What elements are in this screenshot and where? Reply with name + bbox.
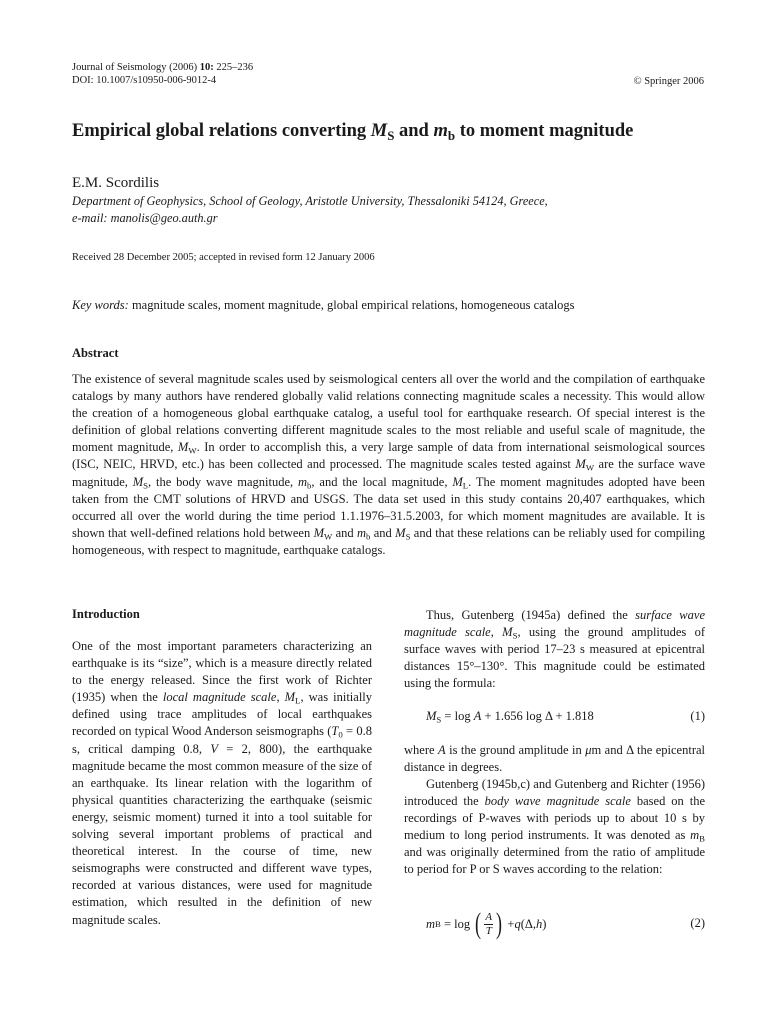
author-affiliation (72, 193, 702, 227)
equation-2 (404, 902, 705, 946)
author-name: E.M. Scordilis (72, 175, 160, 191)
affiliation-line: Department of Geophysics, School of Geology, Aristotle University, Thessaloniki 54124, Greece, (72, 194, 548, 208)
keywords-list: magnitude scales, moment magnitude, global empirical relations, homogeneous catalogs (131, 298, 575, 312)
abstract-heading: Abstract (72, 346, 119, 360)
introduction-left-paragraph: One of the most important parameters characterizing an earthquake is its “size”, which is a measure directly related to the energy released. Since the first work of Richter (1935) when the local magnitude scale, $M_L$, was initially defined using trace amplitudes of local earthquakes recorded on typical Wood Anderson seismographs ($T_0 = 0.8$ s, critical damping 0.8, V = 2, 800), the earthquake magnitude became the most common measure of the size of an earthquake. Its linear relation with the logarithm of physical quantities characterizing the earthquake (seismic energy, seismic moment) turned it into a tool suitable for solving several important problems of practical and theoretical interest. In the course of time, new seismographs were constructed and different wave types, recorded at various distances, were used for magnitude estimation, which resulted in the definition of new magnitude scales. (72, 639, 373, 927)
received-dates: Received 28 December 2005; accepted in revised form 12 January 2006 (72, 252, 375, 263)
equation-1-expression: $M_S = \log A + 1.656$ log Δ + 1.818 (426, 709, 594, 725)
equation-2-expression: m B = log ( $\frac{A}{T}$ ) + q (Δ, h ) (426, 907, 547, 940)
journal-header (72, 61, 492, 87)
introduction-right-paragraph-3: Gutenberg (1945b,c) and Gutenberg and Richter (1956) introduced the body wave magnitude scale based on the recordings of P-waves with periods up to about 10 s by medium to long period instruments. It was denoted as $m_B$ and was originally determined from the ratio of amplitude to period for P or S waves according to the relation: (404, 777, 706, 877)
doi-line: DOI: 10.1007/s10950-006-9012-4 (72, 75, 217, 86)
keywords (72, 297, 702, 313)
abstract-text: The existence of several magnitude scales used by seismological centers all over the world and the compilation of earthquake catalogs by many authors have rendered globally valid relations connecting magnitude scales a necessity. This would allow the creation of a homogeneous global earthquake catalog, a useful tool for earthquake research. Of special interest is the definition of global relations converting different magnitude scales to the most reliable and useful scale of magnitude, the moment magnitude, $M_W$. In order to accomplish this, a very large sample of data from international seismological sources (ISC, NEIC, HRVD, etc.) has been collected and processed. The magnitude scales tested against $M_W$ are the surface wave magnitude, $M_S$, the body wave magnitude, $m_b$, and the local magnitude, $M_L$. The moment magnitudes adopted have been taken from the CMT solutions of HRVD and USGS. The data set used in this study contains 20,407 earthquakes, which occurred all over the world during the time period 1.1.1976–31.5.2003, for which moment magnitudes are available. It is shown that well-defined relations hold between $M_W$ and $m_b$ and $M_S$ and that these relations can be reliably used for compiling homogeneous, with respect to magnitude, earthquake catalogs. (72, 372, 705, 557)
introduction-heading: Introduction (72, 607, 140, 621)
equation-2-number: (2) (690, 916, 705, 930)
paper-title: Empirical global relations converting $M_S$ and $m_b$ to moment magnitude (72, 121, 634, 143)
equation-1-number: (1) (690, 709, 705, 723)
introduction-right-paragraph-2: where A is the ground amplitude in μm and Δ the epicentral distance in degrees. (404, 743, 705, 775)
journal-citation: Journal of Seismology (2006) 10: 225–236 (72, 62, 254, 73)
equation-1 (404, 709, 705, 727)
introduction-right-paragraph-1: Thus, Gutenberg (1945a) defined the surface wave magnitude scale, $M_S$, using the ground amplitudes of surface waves with period 17–23 s measured at epicentral distances 15°–130°. This magnitude could be estimated using the formula: (404, 608, 705, 691)
author-email: e-mail: manolis@geo.auth.gr (72, 211, 218, 225)
keywords-label: Key words: (72, 298, 129, 312)
publisher-copyright: © Springer 2006 (633, 76, 704, 87)
